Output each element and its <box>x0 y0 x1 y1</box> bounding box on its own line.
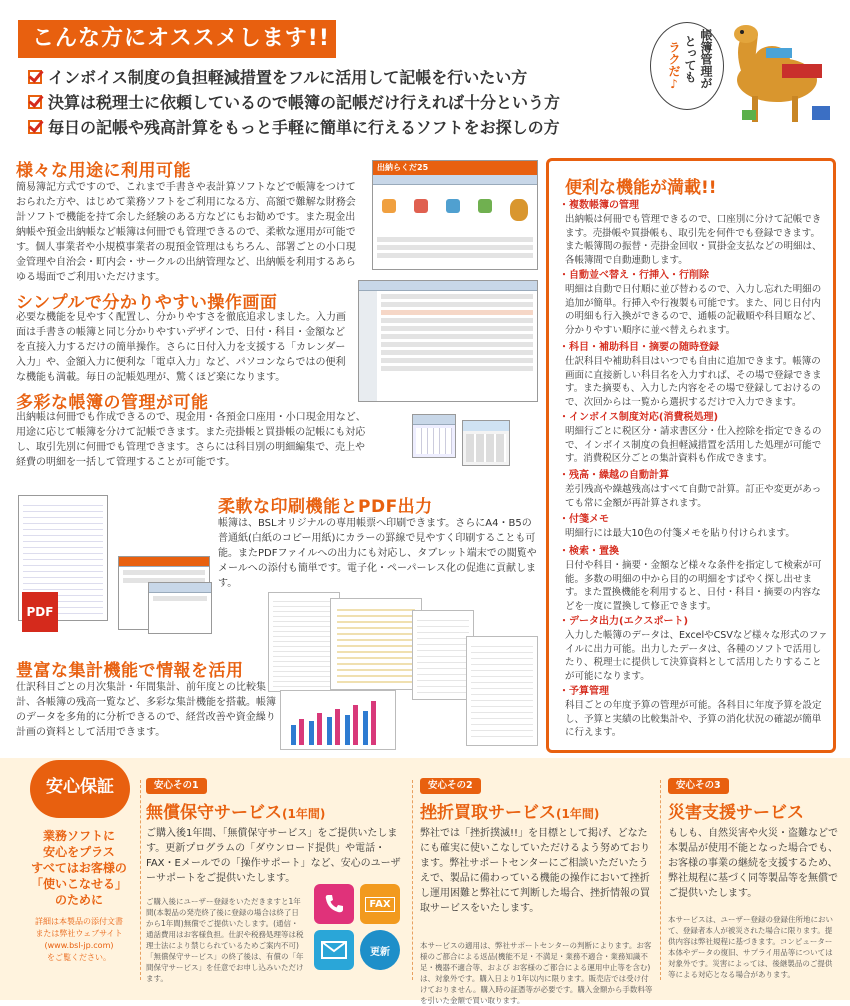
feature-item <box>559 685 829 740</box>
service-title-suffix: (1年間) <box>556 807 600 821</box>
mock-row <box>381 310 533 315</box>
mock-report-lines <box>417 615 469 695</box>
pdf-icon: PDF <box>22 592 58 632</box>
mock-row <box>381 342 533 347</box>
feature-item-heading: ・検索・置換 <box>559 546 619 557</box>
feature-item-heading: ・複数帳簿の管理 <box>559 200 639 211</box>
service-title-suffix: (1年間) <box>282 807 326 821</box>
feature-item-text: 入力した帳簿のデータは、ExcelやCSVなど様々な形式のファイルに出力可能。出力したデータは、各種のソフトで活用したり、税理士に提供して決算資料として活用したりすることが可能になります。 <box>565 630 828 682</box>
mock-row <box>381 302 533 307</box>
mock-menu-icon <box>478 199 492 213</box>
service-tag-3: 安心その3 <box>668 778 729 794</box>
mock-toolbar <box>119 557 209 567</box>
feature-item-heading: ・残高・繰越の自動計算 <box>559 470 669 481</box>
service-title-text: 災害支援サービス <box>668 803 804 823</box>
assurance-message-line: のために <box>54 893 103 907</box>
recommendation-item <box>28 89 628 114</box>
recommendation-text: インボイス制度の負担軽減措置をフルに活用して記帳を行いたい方 <box>48 68 528 87</box>
feature-item-heading: ・自動並べ替え・行挿入・行削除 <box>559 270 709 281</box>
service-note-2: 本サービスの適用は、弊社サポートセンターの判断によります。お客様のご都合による返品(機能不足・不満足・業務不適合・業務知識不足・機器不適合等、および お客様のご都合による運用中止等を含む)は、対象外です。購入日より1年以内に限ります。販売店では受け付けておりません。購入時の証憑等が必要です。購入金額から手数料等を引いた金額で買い取ります。 <box>420 941 653 1005</box>
assurance-note-line: 詳細は本製品の添付文書 <box>35 917 123 926</box>
screenshot-calendar <box>412 414 456 458</box>
screenshot-dialog <box>148 582 212 634</box>
feature-item <box>559 411 829 466</box>
mock-icon-row <box>373 199 537 221</box>
assurance-message-line: すべてはお客様の <box>31 861 127 875</box>
check-icon <box>28 70 42 84</box>
feature-item-text: 日付や科目・摘要・金額など様々な条件を指定して検索が可能。多数の明細の中から目的の明細をすばやく探し出せます。また置換機能を利用すると、日付・科目・摘要の内容などを一度に置換して修正できます。 <box>565 560 822 612</box>
mock-row <box>381 294 533 299</box>
update-icon-label: 更新 <box>370 946 390 958</box>
assurance-message-line: 安心をプラス <box>43 845 115 859</box>
recommendation-item <box>28 64 628 89</box>
mock-row <box>377 245 533 250</box>
fax-icon <box>360 884 400 924</box>
service-note-1: ご購入後にユーザー登録をいただきますと1年間(本製品の発売終了後に登録の場合は終了日から1年間)無償でご提供いたします。(通信・通話費用はお客様負担。仕訳や税務処理等は税理士法により禁じられているためご案内不可)「無償保守サービス」の終了後は、有償の「年間保守サービス」を任意でお申し込みいただけます。 <box>146 897 304 983</box>
feature-item <box>559 469 829 510</box>
feature-item-heading: ・インボイス制度対応(消費税処理) <box>559 412 719 423</box>
mock-row <box>381 350 533 355</box>
mock-row <box>381 318 533 323</box>
speech-line-2: とっても <box>683 35 697 83</box>
assurance-note-line: をご覧ください。 <box>47 953 111 962</box>
divider <box>140 780 141 980</box>
assurance-note-line: または弊社ウェブサイト <box>35 929 123 938</box>
features-panel <box>546 158 836 753</box>
screenshot-report-3 <box>412 610 474 700</box>
check-icon <box>28 95 42 109</box>
speech-line-1: 帳簿管理が <box>699 29 713 89</box>
mock-bar-chart-graphic <box>281 691 397 751</box>
service-title-text: 無償保守サービス <box>146 803 282 823</box>
service-title-3 <box>668 798 804 823</box>
fax-icon-label: FAX <box>365 897 394 912</box>
camel-mascot-icon <box>642 10 842 130</box>
feature-item <box>559 199 829 267</box>
feature-text-uses: 簡易簿記方式ですので、これまで手書きや表計算ソフトなどで帳簿をつけておられた方や、はじめて業務ソフトをご利用になる方、高額で難解な財務会計ソフトで機能を持て余した経験のある方などにもお勧めです。また現金出納帳や預金出納帳など帳簿は何冊でも管理できるので、柔軟な運用が可能です。個人事業者や小規模事業者の現預金管理はもちろん、部署ごとの小口現金管理や自治会・町内会・サークルの出納管理など、出納帳を利用するあらゆる場面でご利用いただけます。 <box>16 182 356 283</box>
screenshot-report-4 <box>466 636 538 746</box>
mock-row <box>381 326 533 331</box>
phone-icon <box>314 884 354 924</box>
mock-sidebar <box>359 291 377 401</box>
mock-row <box>377 253 533 258</box>
service-title-text: 挫折買取サービス <box>420 803 556 823</box>
feature-title-aggregation: 豊富な集計機能で情報を活用 <box>16 661 244 681</box>
service-note-3: 本サービスは、ユーザー登録の登録住所地において、登録者本人が被災された場合に限ります。提供内容は弊社規程に基づきます。コンピューター本体やデータの復旧、サプライ用品等については対象外です。災害によっては、後継製品のご提供等による対応となる場合があります。 <box>668 915 833 979</box>
feature-title-multi-ledger: 多彩な帳簿の管理が可能 <box>16 393 209 413</box>
mock-report-lines <box>337 605 415 685</box>
feature-item-text: 明細行ごとに税区分・請求書区分・仕入控除を指定できるので、インボイス制度の負担軽減措置を活用した処理が可能です。消費税区分ごとの集計資料も作成できます。 <box>565 426 822 464</box>
feature-item-text: 明細行には最大10色の付箋メモを貼り付けられます。 <box>565 528 795 539</box>
feature-item-text: 明細は自動で日付順に並び替わるので、入力し忘れた明細の追加が簡単。行挿入や行複製も可能です。また、同じ日付内の明細も行入換ができるので、通帳の記載順や科目順など、分かりやすい順序に並べ替えられます。 <box>565 284 822 336</box>
screenshot-calculator <box>462 420 510 466</box>
feature-item <box>559 269 829 337</box>
header-banner: こんな方にオススメします!! <box>18 20 336 58</box>
feature-item <box>559 341 829 409</box>
check-icon <box>28 120 42 134</box>
recommendation-item <box>28 114 628 139</box>
mock-menu-icon <box>414 199 428 213</box>
features-panel-title: 便利な機能が満載!! <box>565 178 717 198</box>
feature-item <box>559 513 829 541</box>
service-tag-1: 安心その1 <box>146 778 207 794</box>
feature-item-text: 出納帳は何冊でも管理できるので、口座別に分けて記帳できます。売掛帳や買掛帳も、取引先を何件でも登録できます。また帳簿間の振替・売掛金回収・買掛金支払などの明細は、各帳簿間で自動連動します。 <box>565 214 822 266</box>
feature-item-heading: ・予算管理 <box>559 686 609 697</box>
divider <box>660 780 661 980</box>
feature-item-text: 仕訳科目や補助科目はいつでも自由に追加できます。帳簿の画面に直接新しい科目名を入力すれば、その場で登録できます。また摘要も、入力した内容をその場で登録しておけるので、次回からは一覧から選択するだけで入力できます。 <box>565 356 822 408</box>
assurance-note-line: (www.bsl-jp.com) <box>44 941 114 950</box>
divider <box>412 780 413 980</box>
assurance-message-line: 業務ソフトに <box>42 829 115 843</box>
mock-menu-icon <box>446 199 460 213</box>
feature-title-print: 柔軟な印刷機能とPDF出力 <box>218 497 433 517</box>
feature-item <box>559 545 829 613</box>
recommendation-text: 決算は税理士に依頼しているので帳簿の記帳だけ行えれば十分という方 <box>48 93 561 112</box>
screenshot-report-2 <box>330 598 422 690</box>
mock-row <box>381 366 533 371</box>
speech-line-3: ラクだ♪ <box>667 41 681 91</box>
feature-title-uses: 様々な用途に利用可能 <box>16 161 191 181</box>
service-text-3: もしも、自然災害や火災・盗難などで本製品が使用不能となった場合でも、お客様の事業の継続を支援するため、弊社規程に基づく同等製品等を無償でご提供いたします。 <box>668 828 838 899</box>
mock-display <box>463 421 509 431</box>
recommendation-text: 毎日の記帳や残高計算をもっと手軽に簡単に行えるソフトをお探しの方 <box>48 118 560 137</box>
service-text-1: ご購入後1年間、「無償保守サービス」をご提供いたします。更新プログラムの「ダウンロード提供」や電話・FAX・Eメールでの「操作サポート」など、安心のユーザーサポートをご提供いたします。 <box>146 828 401 884</box>
service-tag-2: 安心その2 <box>420 778 481 794</box>
mock-keypad <box>466 434 506 462</box>
feature-text-multi-ledger: 出納帳は何冊でも作成できるので、現金用・各預金口座用・小口現金用など、用途に応じて帳簿を分けて記帳できます。また売掛帳と買掛帳の記帳にも対応し、取引先別に何冊でも管理できます。さらには科目別の明細編集で、売上や経費の明細を一括して管理することが可能です。 <box>16 412 366 468</box>
screenshot-ledger <box>358 280 538 402</box>
feature-title-simple: シンプルで分かりやすい操作画面 <box>16 293 278 313</box>
mock-toolbar <box>359 281 537 291</box>
mock-window-title: 出納らくだ25 <box>373 161 537 175</box>
mock-report-lines <box>273 597 335 687</box>
service-title-1 <box>146 798 325 823</box>
mock-camel-icon <box>510 199 528 221</box>
screenshot-main-menu <box>372 160 538 270</box>
service-text-2: 弊社では「挫折撲滅!!」を目標として掲げ、どなたにも確実に使いこなしていただけるよう努めております。弊社サポートセンターにご相談いただいたうえで、製品に備わっている機能の操作において挫折し運用困難と弊社にて判断した場合、挫折情報の買取サービスをいたします。 <box>420 828 650 914</box>
feature-item-heading: ・データ出力(エクスポート) <box>559 616 689 627</box>
mock-menu-icon <box>382 199 396 213</box>
feature-text-print: 帳簿は、BSLオリジナルの専用帳票へ印刷できます。さらにA4・B5の普通紙(白紙のコピー用紙)にカラーの罫線で見やすく印刷することも可能。またPDFファイルへの出力にも対応し、タブレット端末での閲覧やメールへの添付も簡単です。電子化・ペーパーレス化の促進に貢献します。 <box>218 518 537 589</box>
recommendation-list <box>28 64 628 139</box>
mock-row <box>377 237 533 242</box>
mock-row <box>123 570 205 575</box>
mock-row <box>381 358 533 363</box>
feature-item-heading: ・付箋メモ <box>559 514 609 525</box>
feature-item-heading: ・科目・補助科目・摘要の随時登録 <box>559 342 719 353</box>
feature-text-simple: 必要な機能を見やすく配置し、分かりやすさを徹底追求しました。入力画面は手書きの帳簿と同じ分かりやすいデザインで、日付・科目・金額などを直接入力するだけの簡単操作。さらに日付入力を支援する「カレンダー入力」や、金額入力に便利な「電卓入力」など、パソコンならではの便利な機能も満載。毎日の記帳処理が、驚くほど楽になります。 <box>16 312 346 383</box>
mock-toolbar <box>373 175 537 185</box>
update-icon <box>360 930 400 970</box>
service-title-2 <box>420 798 599 823</box>
screenshot-bar-chart <box>280 690 396 750</box>
feature-item-text: 科目ごとの年度予算の管理が可能。各科目に年度予算を設定し、予算と実績の比較集計や、予算の消化状況の確認が簡単に行えます。 <box>565 700 822 738</box>
mock-row <box>381 334 533 339</box>
mail-icon <box>314 930 354 970</box>
mock-calendar-grid <box>416 428 452 454</box>
assurance-message-line: 「使いこなせる」 <box>30 877 127 891</box>
mock-toolbar <box>413 415 455 425</box>
mock-toolbar <box>149 583 211 593</box>
feature-item <box>559 615 829 683</box>
mock-row <box>153 596 207 601</box>
assurance-badge: 安心保証 <box>30 760 130 818</box>
mock-report-lines <box>471 641 533 741</box>
feature-item-text: 差引残高や繰越残高はすべて自動で計算。訂正や変更があっても常に金額が再計算されます。 <box>565 484 822 509</box>
feature-text-aggregation: 仕訳科目ごとの月次集計・年間集計、前年度との比較集計、各帳簿の残高一覧など、多彩な集計機能を搭載。帳簿のデータを多角的に分析できるので、経営改善や資金繰り計画の資料として活用できます。 <box>16 682 276 738</box>
